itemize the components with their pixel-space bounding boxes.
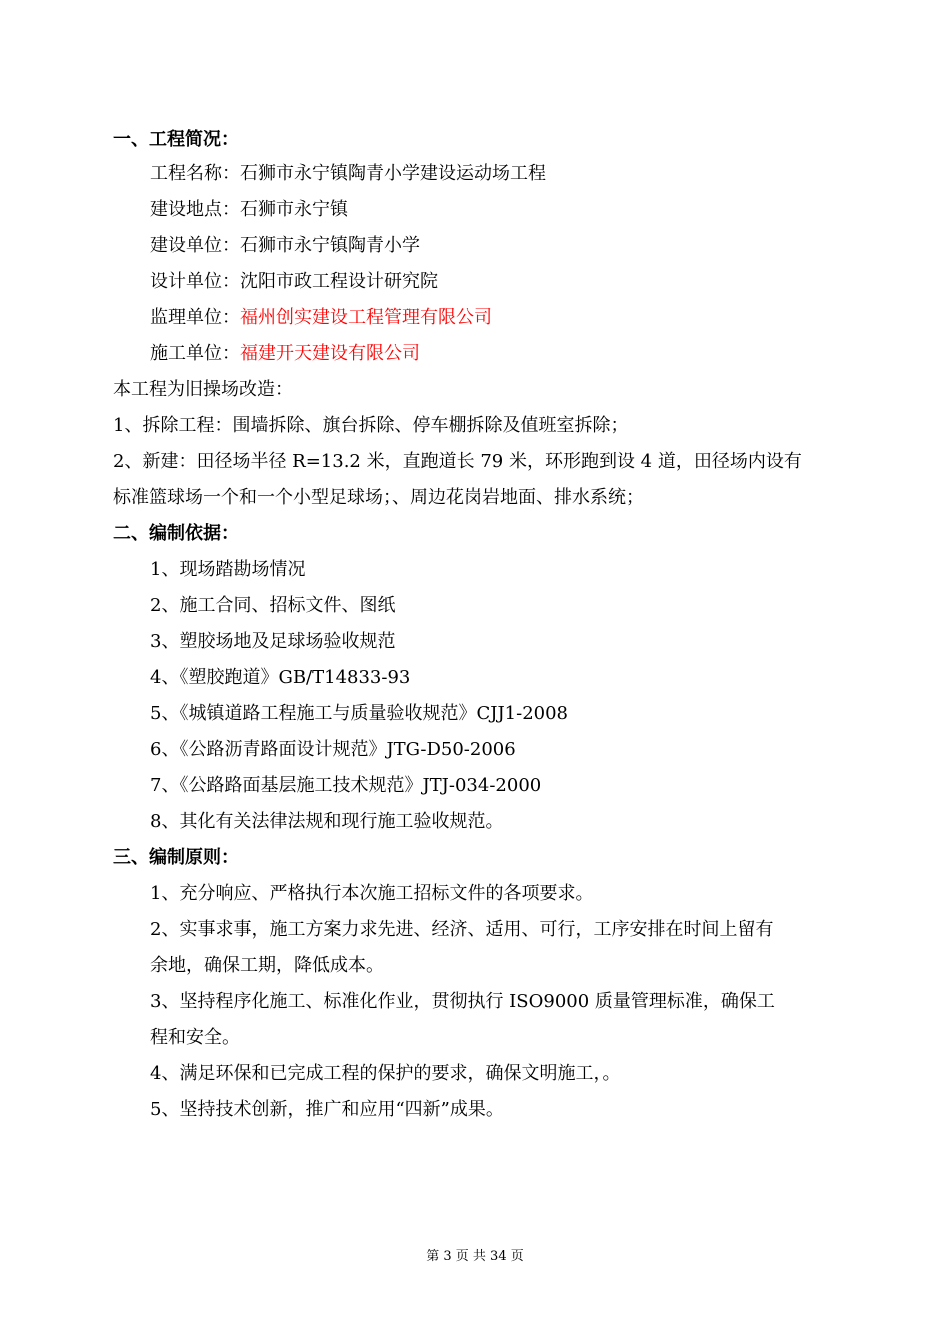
scope-item-1: 1、拆除工程：围墙拆除、旗台拆除、停车棚拆除及值班室拆除； [113, 415, 629, 436]
basis-item: 3、塑胶场地及足球场验收规范 [150, 631, 396, 652]
scope-item-2-line-1: 2、新建：田径场半径 R=13.2 米，直跑道长 79 米，环形跑到设 4 道，田径场内设有 [113, 451, 802, 472]
owner-label: 建设单位： [150, 235, 240, 256]
project-name-value: 石狮市永宁镇陶青小学建设运动场工程 [240, 163, 546, 184]
page-number-footer: 第 3 页 共 34 页 [426, 1249, 524, 1264]
basis-item: 2、施工合同、招标文件、图纸 [150, 595, 396, 616]
contractor-label: 施工单位： [150, 343, 240, 364]
principle-4: 4、满足环保和已完成工程的保护的要求，确保文明施工，。 [150, 1063, 621, 1084]
principle-5: 5、坚持技术创新，推广和应用“四新”成果。 [150, 1099, 504, 1120]
contractor-value: 福建开天建设有限公司 [240, 343, 420, 364]
scope-item-2-line-2: 标准篮球场一个和一个小型足球场；、周边花岗岩地面、排水系统； [113, 487, 644, 508]
location-label: 建设地点： [150, 199, 240, 220]
basis-item: 7、《公路路面基层施工技术规范》JTJ-034-2000 [150, 775, 542, 796]
basis-item: 8、其化有关法律法规和现行施工验收规范。 [150, 811, 504, 832]
location-line [150, 198, 348, 222]
principle-2-line-1: 2、实事求事，施工方案力求先进、经济、适用、可行，工序安排在时间上留有 [150, 919, 774, 940]
owner-line [150, 234, 420, 258]
owner-value: 石狮市永宁镇陶青小学 [240, 235, 420, 256]
supervisor-line [150, 306, 492, 330]
basis-item: 1、现场踏勘场情况 [150, 559, 306, 580]
project-name-label: 工程名称： [150, 163, 240, 184]
section-2-heading: 二、编制依据： [113, 523, 239, 544]
location-value: 石狮市永宁镇 [240, 199, 348, 220]
designer-value: 沈阳市政工程设计研究院 [240, 271, 438, 292]
supervisor-label: 监理单位： [150, 307, 240, 328]
basis-item: 4、《塑胶跑道》GB/T14833-93 [150, 667, 411, 688]
designer-line [150, 270, 438, 294]
section-3-heading: 三、编制原则： [113, 847, 239, 868]
principle-3-line-2: 程和安全。 [150, 1027, 240, 1048]
project-intro: 本工程为旧操场改造： [113, 379, 293, 400]
basis-item: 5、《城镇道路工程施工与质量验收规范》CJJ1-2008 [150, 703, 568, 724]
principle-2-line-2: 余地，确保工期，降低成本。 [150, 955, 384, 976]
project-name-line [150, 162, 546, 186]
section-1-heading: 一、工程简况： [113, 129, 239, 150]
principle-3-line-1: 3、坚持程序化施工、标准化作业，贯彻执行 ISO9000 质量管理标准，确保工 [150, 991, 775, 1012]
principle-1: 1、充分响应、严格执行本次施工招标文件的各项要求。 [150, 883, 594, 904]
supervisor-value: 福州创实建设工程管理有限公司 [240, 307, 492, 328]
designer-label: 设计单位： [150, 271, 240, 292]
contractor-line [150, 342, 420, 366]
basis-item: 6、《公路沥青路面设计规范》JTG-D50-2006 [150, 739, 516, 760]
